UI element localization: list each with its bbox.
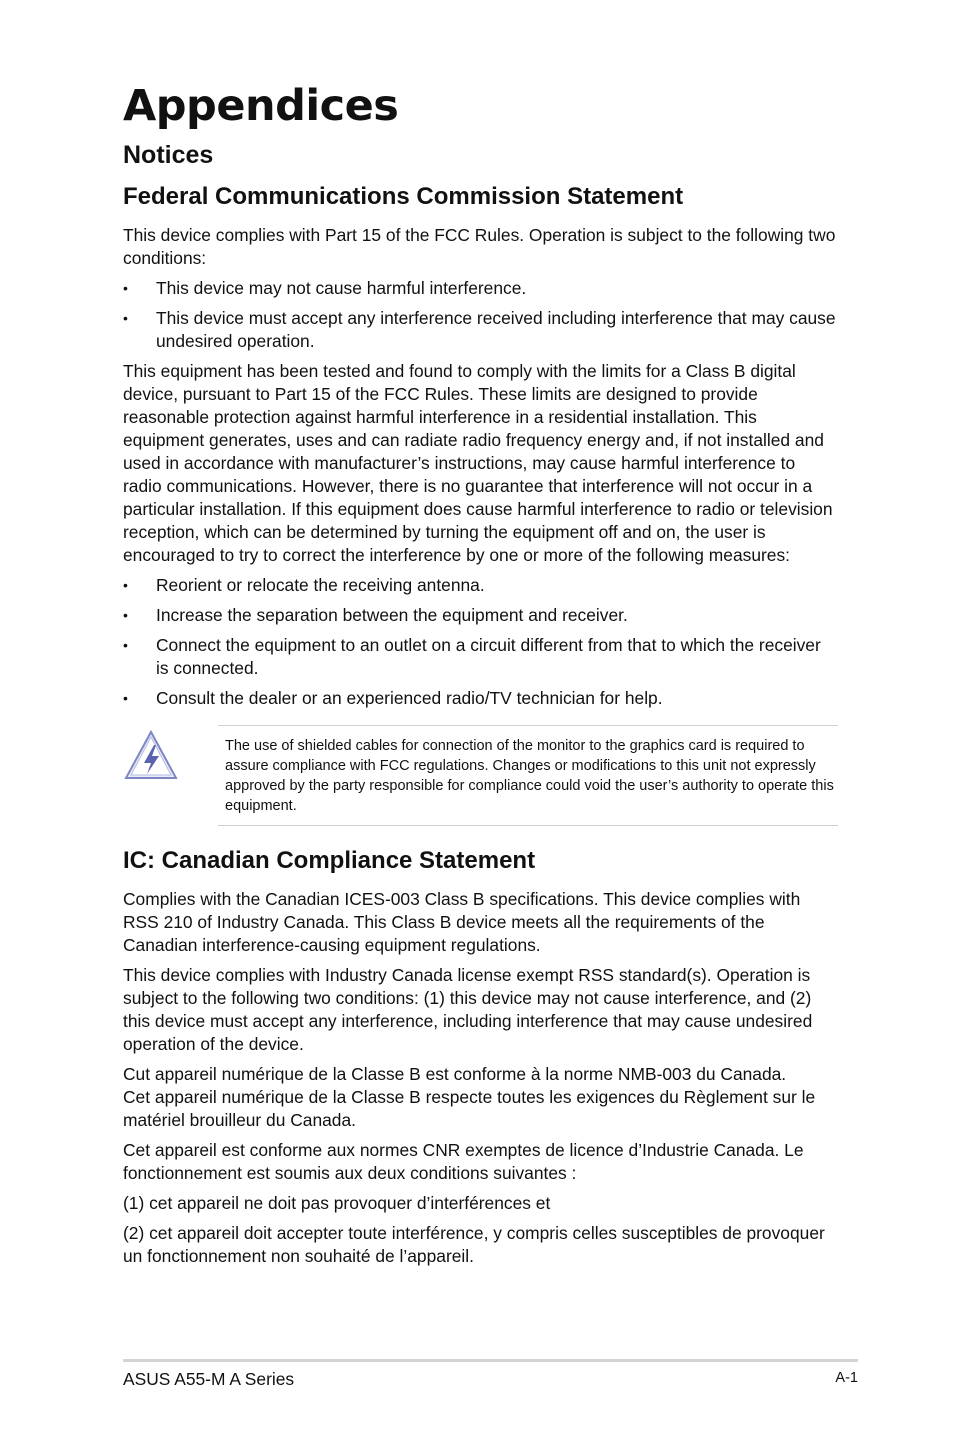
fcc-heading: Federal Communications Commission Statement <box>123 183 684 210</box>
bullet-icon: • <box>123 577 128 593</box>
footer-product-name: ASUS A55-M A Series <box>123 1369 295 1389</box>
list-item: • Consult the dealer or an experienced radio/TV technician for help. <box>123 688 663 708</box>
bullet-icon: • <box>123 637 128 653</box>
fcc-intro: This device complies with Part 15 of the FCC Rules. Operation is subject to the following two conditions: <box>123 225 836 268</box>
bullet-icon: • <box>123 607 128 623</box>
ic-paragraph-fr: Cut appareil numérique de la Classe B est conforme à la norme NMB-003 du Canada. Cet appareil numérique de la Classe B respecte toutes les exigences du Règlement sur le matériel brouilleur du Canada. <box>123 1064 816 1130</box>
bullet-icon: • <box>123 690 128 706</box>
footer-page-number: A-1 <box>835 1370 858 1386</box>
fcc-conditions-list <box>123 277 838 353</box>
warning-note <box>218 725 838 826</box>
page-content <box>123 80 838 1268</box>
ic-paragraph-fr: (2) cet appareil doit accepter toute interférence, y compris celles susceptibles de provoquer un fonctionnement non souhaité de l’appareil. <box>123 1223 825 1266</box>
bullet-icon: • <box>123 280 128 296</box>
ic-heading: IC: Canadian Compliance Statement <box>123 847 536 874</box>
notices-heading: Notices <box>123 141 214 169</box>
ic-paragraph-fr: Cet appareil est conforme aux normes CNR exemptes de licence d’Industrie Canada. Le fonctionnement est soumis aux deux conditions suivantes : <box>123 1140 804 1183</box>
warning-note-text: The use of shielded cables for connection of the monitor to the graphics card is required to assure compliance with FCC regulations. Changes or modifications to this unit not expressly approved by the party responsible for compliance could void the user’s authority to operate this equipment. <box>225 738 834 814</box>
warning-lightning-icon <box>123 728 179 784</box>
ic-paragraph: This device complies with Industry Canada license exempt RSS standard(s). Operation is subject to the following two conditions: (1) this device may not cause interference, and (2) this device must accept any interference, including interference that may cause undesired operation of the device. <box>123 965 813 1054</box>
list-item: • Reorient or relocate the receiving antenna. <box>123 575 485 595</box>
fcc-measures-list <box>123 574 838 710</box>
list-item: • This device may not cause harmful interference. <box>123 278 527 298</box>
list-item: • Connect the equipment to an outlet on a circuit different from that to which the receiver is connected. <box>123 635 821 678</box>
ic-paragraph: Complies with the Canadian ICES-003 Class B specifications. This device complies with RSS 210 of Industry Canada. This Class B device meets all the requirements of the Canadian interference-causing equipment regulations. <box>123 889 801 955</box>
fcc-body: This equipment has been tested and found to comply with the limits for a Class B digital device, pursuant to Part 15 of the FCC Rules. These limits are designed to provide reasonable protection against harmful interference in a residential installation. This equipment generates, uses and can radiate radio frequency energy and, if not installed and used in accordance with manufacturer’s instructions, may cause harmful interference to radio communications. However, there is no guarantee that interference will not occur in a particular installation. If this equipment does cause harmful interference to radio or television reception, which can be determined by turning the equipment off and on, the user is encouraged to try to correct the interference by one or more of the following measures: <box>123 361 833 565</box>
ic-paragraph-fr: (1) cet appareil ne doit pas provoquer d’interférences et <box>123 1193 551 1213</box>
bullet-icon: • <box>123 310 128 326</box>
page-footer <box>123 1359 858 1392</box>
page-title: Appendices <box>123 81 399 131</box>
list-item: • This device must accept any interference received including interference that may cause undesired operation. <box>123 308 836 351</box>
list-item: • Increase the separation between the equipment and receiver. <box>123 605 628 625</box>
